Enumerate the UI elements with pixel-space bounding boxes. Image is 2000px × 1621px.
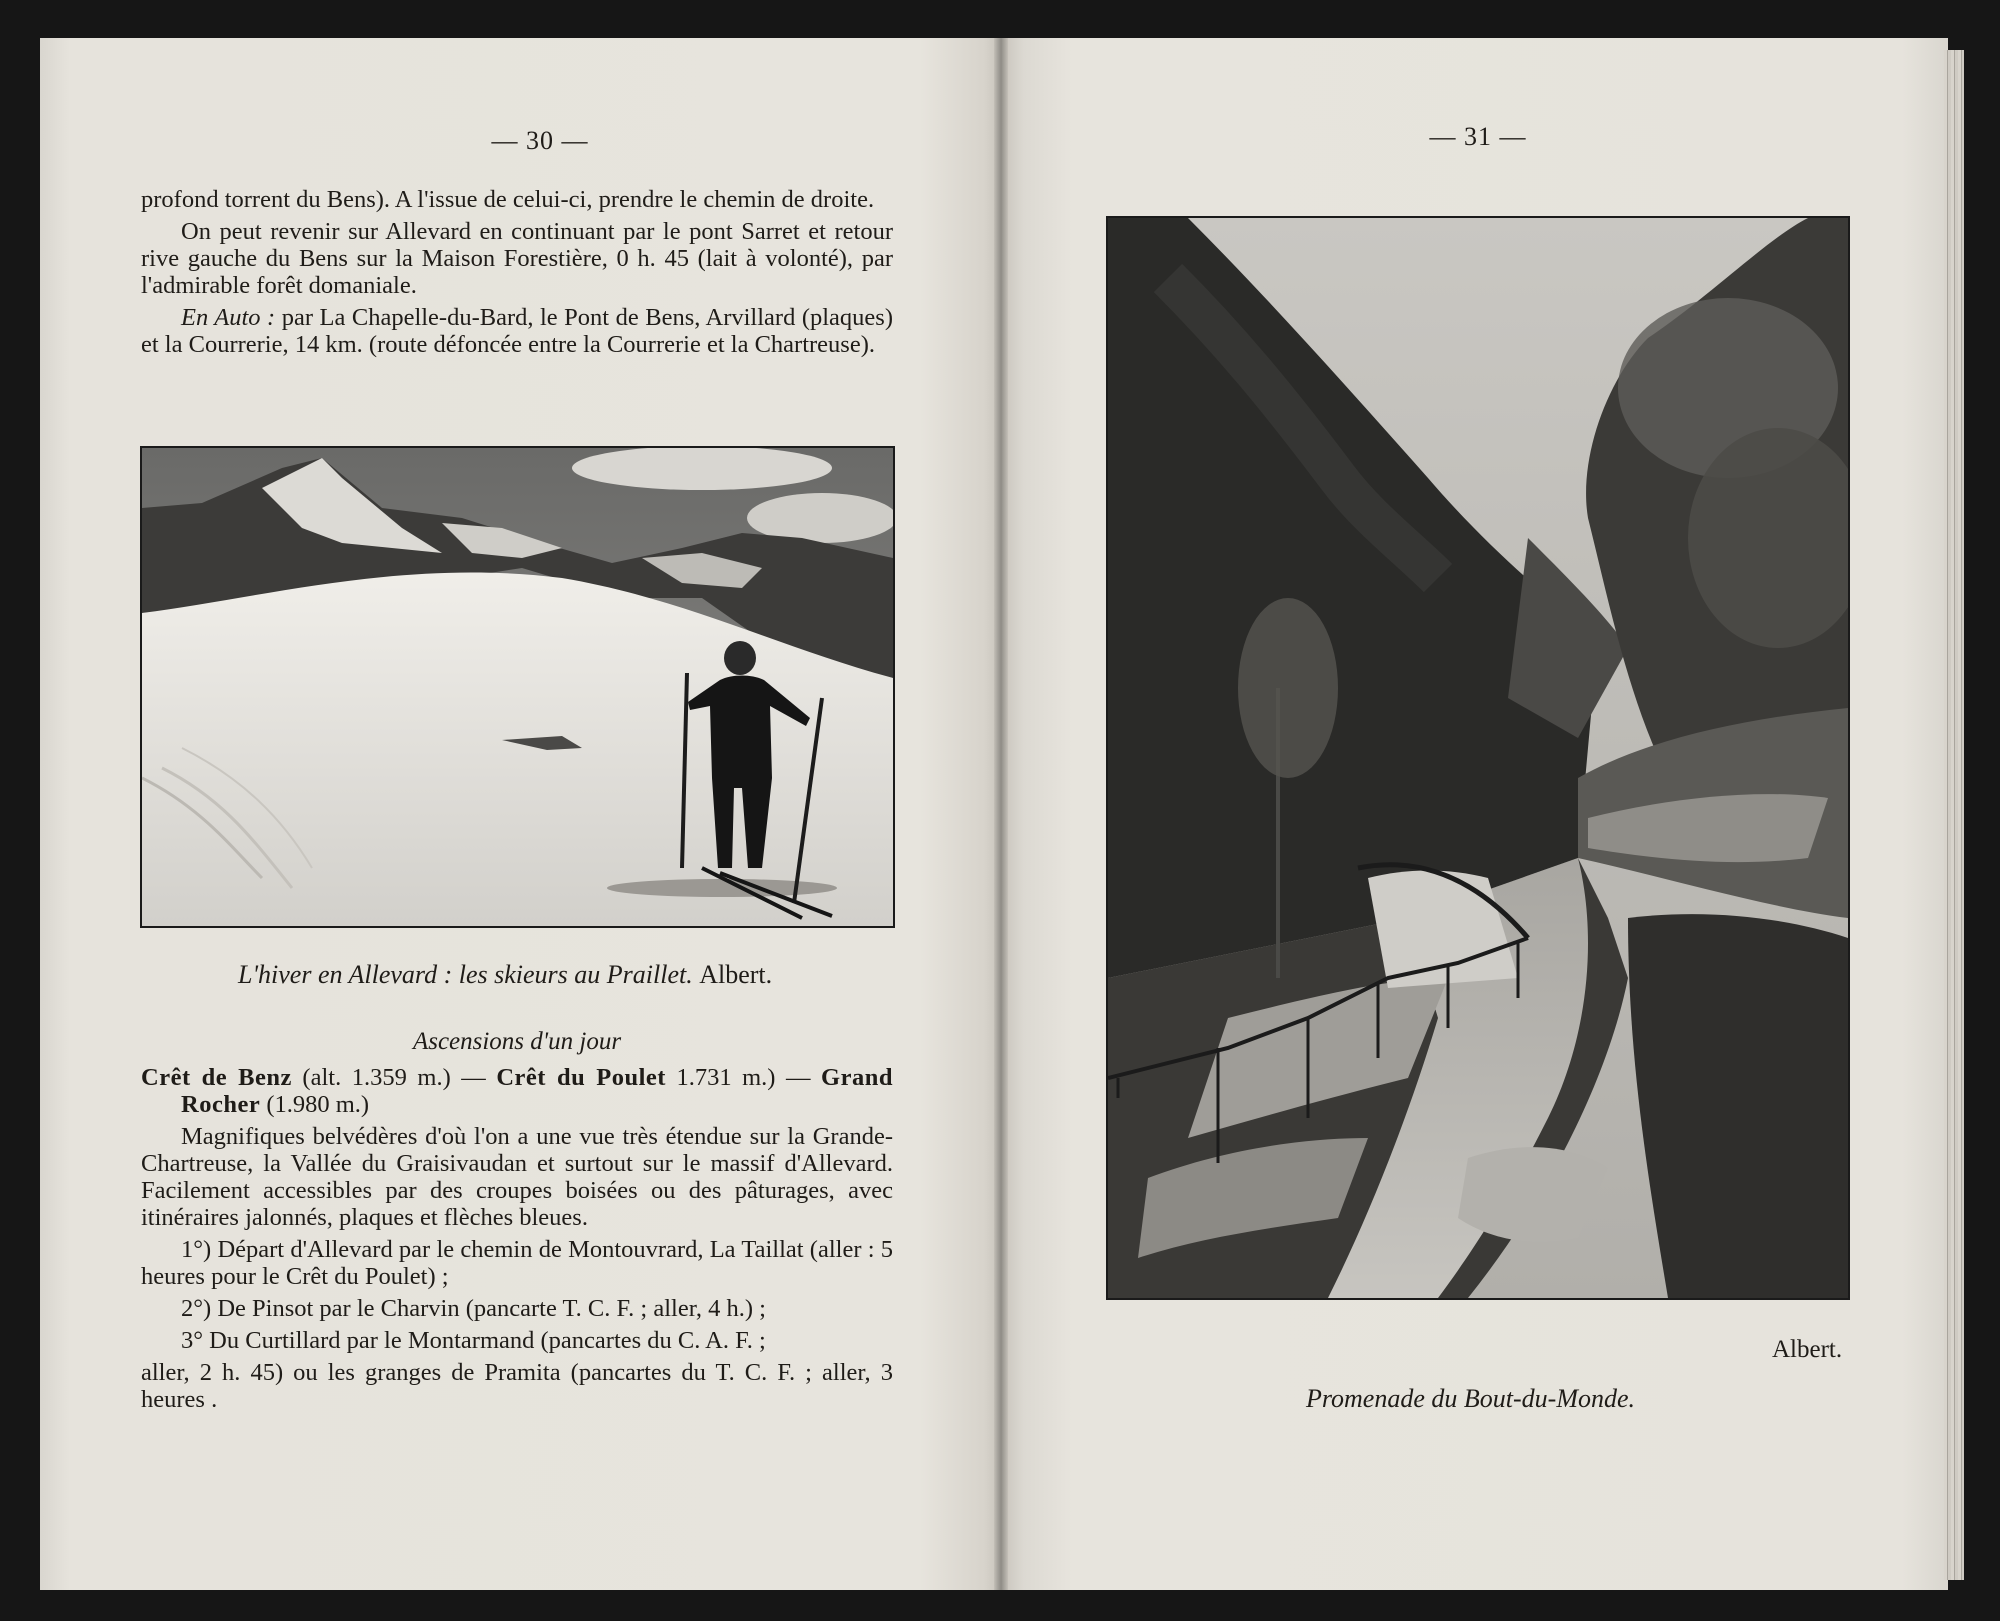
- page-edges: [1944, 50, 1964, 1580]
- route-1: 1°) Départ d'Allevard par le chemin de Montouvrard, La Taillat (aller : 5 heures pour le Crêt du Poulet) ;: [141, 1236, 893, 1290]
- ski-photo-image: [142, 448, 893, 926]
- section-title: Ascensions d'un jour: [412, 1028, 622, 1055]
- page-number-left: — 30 —: [491, 126, 589, 155]
- book-gutter: [994, 38, 1008, 1590]
- summit-name-3: Grand Rocher: [181, 1064, 893, 1118]
- en-auto-label: En Auto :: [181, 304, 276, 331]
- paragraph-1: profond torrent du Bens). A l'issue de celui-ci, prendre le chemin de droite.: [141, 186, 875, 213]
- ski-caption-credit: Albert.: [699, 960, 773, 989]
- page-number-right: — 31 —: [1429, 122, 1527, 151]
- summit-alt-3: (1.980 m.): [260, 1091, 370, 1118]
- gorge-photo-credit: Albert.: [1772, 1336, 1843, 1363]
- summit-name-1: Crêt de Benz: [141, 1064, 292, 1091]
- summit-alt-1: (alt. 1.359 m.) —: [291, 1064, 497, 1091]
- left-top-text: [141, 186, 893, 358]
- en-auto-text: par La Chapelle-du-Bard, le Pont de Bens, Arvillard (plaques) et la Courrerie, 14 km. (route défoncée entre la Courrerie et la Chartreuse).: [141, 304, 893, 358]
- paragraph-2: On peut revenir sur Allevard en continuant par le pont Sarret et retour rive gauche du Bens sur la Maison Forestière, 0 h. 45 (lait à volonté), par l'admirable forêt domaniale.: [141, 218, 893, 299]
- route-2: 2°) De Pinsot par le Charvin (pancarte T. C. F. ; aller, 4 h.) ;: [181, 1295, 766, 1322]
- summits-heading: [141, 1064, 893, 1118]
- paragraph-3: [141, 304, 893, 358]
- gorge-photo: [1106, 216, 1850, 1300]
- gorge-photo-caption: Promenade du Bout-du-Monde.: [1306, 1384, 1636, 1413]
- left-bottom-text: [141, 1064, 893, 1413]
- summit-alt-2: 1.731 m.) —: [665, 1064, 811, 1091]
- ski-caption-text: L'hiver en Allevard : les skieurs au Praillet.: [238, 960, 693, 989]
- summit-name-2: Crêt du Poulet: [496, 1064, 666, 1091]
- gorge-photo-image: [1108, 218, 1848, 1298]
- summits-intro: Magnifiques belvédères d'où l'on a une vue très étendue sur la Grande-Chartreuse, la Vallée du Graisivaudan et surtout sur le massif d'Allevard. Facilement accessibles par des croupes boisées ou des pâturages, avec itinéraires jalonnés, plaques et flèches bleues.: [141, 1123, 893, 1231]
- ski-photo-caption: [238, 960, 772, 990]
- route-3-line-2: aller, 2 h. 45) ou les granges de Pramita (pancartes du T. C. F. ; aller, 3 heures .: [141, 1359, 893, 1413]
- route-3-line-1: 3° Du Curtillard par le Montarmand (pancartes du C. A. F. ;: [181, 1327, 766, 1354]
- ski-photo: [140, 446, 895, 928]
